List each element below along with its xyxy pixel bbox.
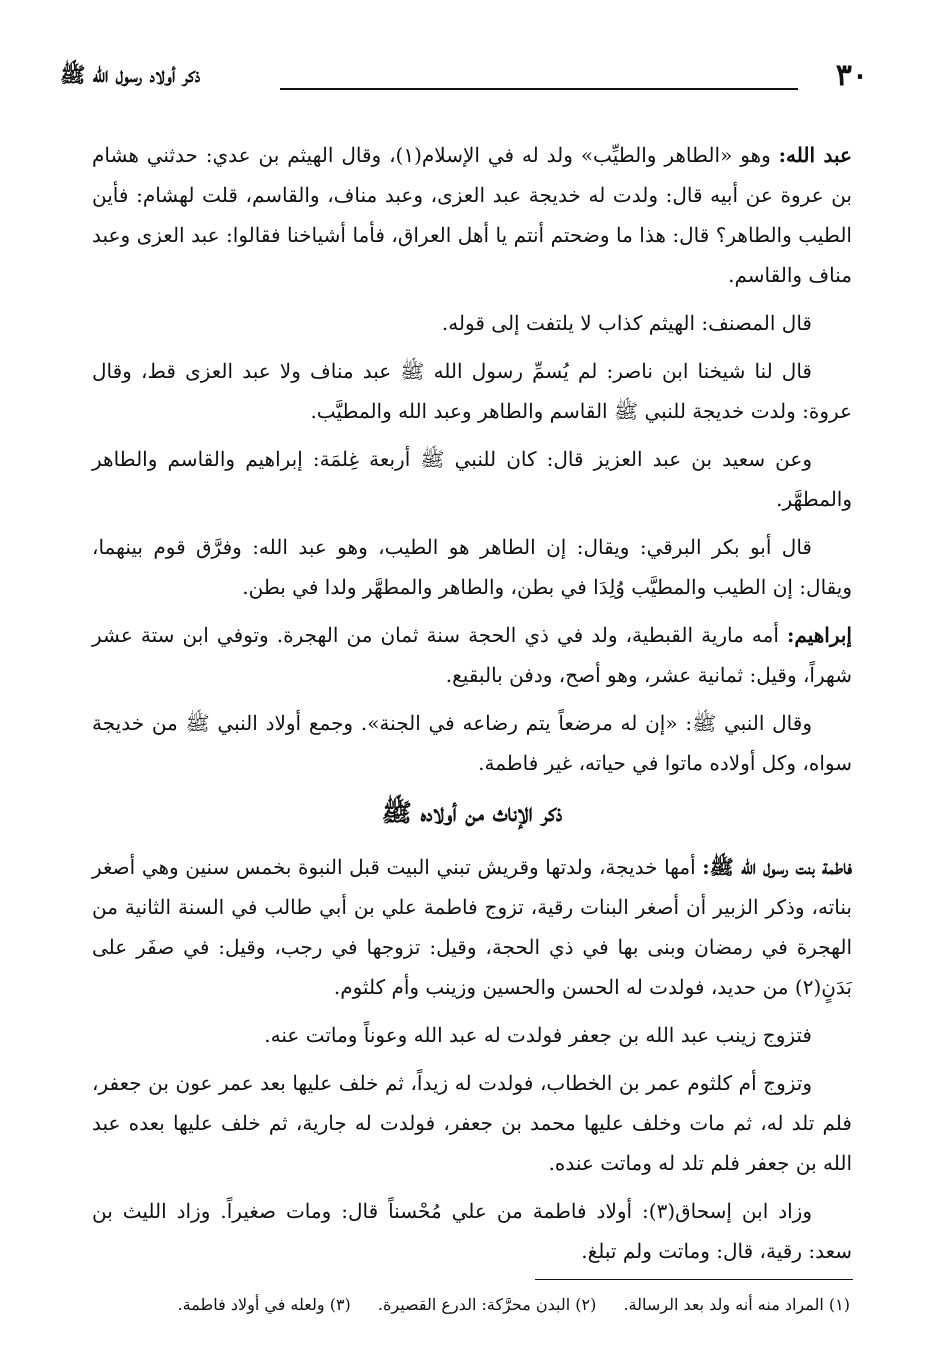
page-header [60, 58, 868, 98]
paragraph-text: وقال النبي ﷺ: «إن له مرضعاً يتم رضاعه في الجنة». وجمع أولاد النبي ﷺ من خديجة سواه، وكل أولاده ماتوا في حياته، غير فاطمة. [92, 711, 852, 775]
page-number: ٣٠ [835, 58, 868, 93]
paragraph [92, 439, 852, 519]
section-heading: ذكر الإناث من أولاده ﷺ [381, 798, 563, 827]
paragraph-text: قال المصنف: الهيثم كذاب لا يلتفت إلى قوله. [441, 311, 812, 335]
paragraph [92, 303, 852, 343]
footnote: (٣) ولعله في أولاد فاطمة. [177, 1295, 351, 1314]
entry-lead: إبراهيم: [787, 623, 852, 647]
paragraph-text: أمها خديجة، ولدتها وقريش تبني البيت قبل النبوة بخمس سنين وهي أصغر بناته، وذكر الزبير أن أصغر البنات رقية، تزوج فاطمة علي بن أبي طالب في السنة الثانية من الهجرة في رمضان وبنى بها في ذي الحجة، وقيل: تزوجها في رجب، وقيل: في صفَر على بَدَنٍ(٢) من حديد، فولدت له الحسن والحسين وزينب وأم كلثوم. [92, 855, 852, 999]
running-title: ذكر أولاد رسول الله ﷺ [60, 62, 201, 87]
paragraph [92, 615, 852, 695]
paragraph [92, 703, 852, 783]
paragraph [92, 1063, 852, 1183]
entry-lead: فاطمة بنت رسول الله ﷺ: [702, 855, 852, 879]
paragraph-text: قال أبو بكر البرقي: ويقال: إن الطاهر هو الطيب، وهو عبد الله: وفرَّق قوم بينهما، ويقال: إن الطيب والمطيَّب وُلِدَا في بطن، والطاهر والمطهَّر ولدا في بطن. [92, 535, 852, 599]
paragraph-text: وهو «الطاهر والطيِّب» ولد له في الإسلام(١)، وقال الهيثم بن عدي: حدثني هشام بن عروة عن أبيه قال: ولدت له خديجة عبد العزى، وعبد مناف، والقاسم، قلت لهشام: فأين الطيب والطاهر؟ قال: هذا ما وضحتم أنتم يا أهل العراق، فأما أشياخنا فقالوا: عبد العزى وعبد مناف والقاسم. [92, 143, 852, 287]
footnote: (٢) البدن محرَّكة: الدرع القصيرة. [377, 1295, 597, 1314]
header-rule [280, 88, 798, 90]
footnote: (١) المراد منه أنه ولد بعد الرسالة. [623, 1295, 850, 1314]
paragraph-text: قال لنا شيخنا ابن ناصر: لم يُسمِّ رسول الله ﷺ عبد مناف ولا عبد العزى قط، وقال عروة: ولدت خديجة للنبي ﷺ القاسم والطاهر وعبد الله والمطيَّب. [92, 359, 852, 423]
entry-lead: عبد الله: [778, 143, 852, 167]
paragraph [92, 135, 852, 295]
paragraph [92, 1191, 852, 1271]
paragraph-text: أمه مارية القبطية، ولد في ذي الحجة سنة ثمان من الهجرة. وتوفي ابن ستة عشر شهراً، وقيل: ثمانية عشر، وهو أصح، ودفن بالبقيع. [92, 623, 852, 687]
footnotes [110, 1292, 850, 1318]
footnote-rule [535, 1279, 853, 1280]
page-body [92, 135, 852, 1279]
paragraph-text: وزاد ابن إسحاق(٣): أولاد فاطمة من علي مُحْسناً قال: ومات صغيراً. وزاد الليث بن سعد: رقية، قال: وماتت ولم تبلغ. [92, 1199, 852, 1263]
paragraph [92, 1015, 852, 1055]
paragraph-text: وعن سعيد بن عبد العزيز قال: كان للنبي ﷺ أربعة غِلمَة: إبراهيم والقاسم والطاهر والمطهَّر. [92, 447, 852, 511]
paragraph [92, 847, 852, 1007]
paragraph-text: وتزوج أم كلثوم عمر بن الخطاب، فولدت له زيداً، ثم خلف عليها بعد عمر عون بن جعفر، فلم تلد له، ثم مات وخلف عليها محمد بن جعفر، فولدت له جارية، ثم خلف عليها بعده عبد الله بن جعفر فلم تلد له وماتت عنده. [92, 1071, 852, 1175]
paragraph [92, 351, 852, 431]
paragraph-text: فتزوج زينب عبد الله بن جعفر فولدت له عبد الله وعوناً وماتت عنه. [264, 1023, 812, 1047]
paragraph [92, 527, 852, 607]
